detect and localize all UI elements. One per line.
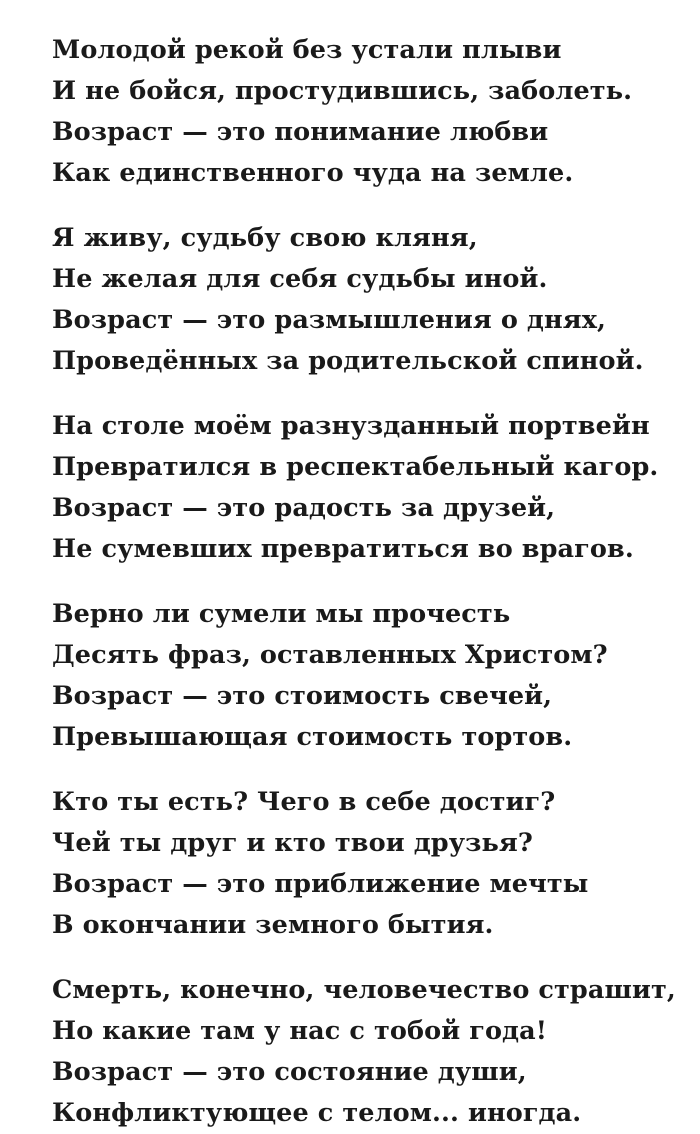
poem-line: Кто ты есть? Чего в себе достиг? — [52, 787, 556, 817]
poem-line: Не желая для себя судьбы иной. — [52, 264, 548, 294]
poem-line: Возраст — это стоимость свечей, — [52, 681, 553, 711]
poem-line: Чей ты друг и кто твои друзья? — [52, 828, 533, 858]
poem-line: Возраст — это размышления о днях, — [52, 305, 606, 335]
poem-line: Возраст — это радость за друзей, — [52, 493, 556, 523]
poem-line: На столе моём разнузданный портвейн — [52, 411, 650, 441]
poem-line: Как единственного чуда на земле. — [52, 158, 574, 188]
poem-stanza — [52, 406, 700, 570]
poem-line: Я живу, судьбу свою кляня, — [52, 223, 478, 253]
poem-line: Верно ли сумели мы прочесть — [52, 599, 511, 629]
poem-line: Возраст — это приближение мечты — [52, 869, 589, 899]
poem-stanza — [52, 594, 700, 758]
poem-line: В окончании земного бытия. — [52, 910, 494, 940]
poem-stanza — [52, 30, 700, 194]
poem-line: Смерть, конечно, человечество страшит, — [52, 975, 676, 1005]
poem-line: Не сумевших превратиться во врагов. — [52, 534, 634, 564]
poem-stanza — [52, 218, 700, 382]
poem-line: Десять фраз, оставленных Христом? — [52, 640, 608, 670]
poem-stanza — [52, 782, 700, 946]
poem-line: Конфликтующее с телом... иногда. — [52, 1098, 582, 1128]
poem-line: Молодой рекой без устали плыви — [52, 35, 562, 65]
poem-line: И не бойся, простудившись, заболеть. — [52, 76, 633, 106]
poem-line: Проведённых за родительской спиной. — [52, 346, 644, 376]
poem-stanza — [52, 970, 700, 1134]
poem-line: Возраст — это состояние души, — [52, 1057, 527, 1087]
poem-line: Но какие там у нас с тобой года! — [52, 1016, 548, 1046]
poem-line: Превратился в респектабельный кагор. — [52, 452, 659, 482]
poem-line: Превышающая стоимость тортов. — [52, 722, 573, 752]
poem-line: Возраст — это понимание любви — [52, 117, 549, 147]
